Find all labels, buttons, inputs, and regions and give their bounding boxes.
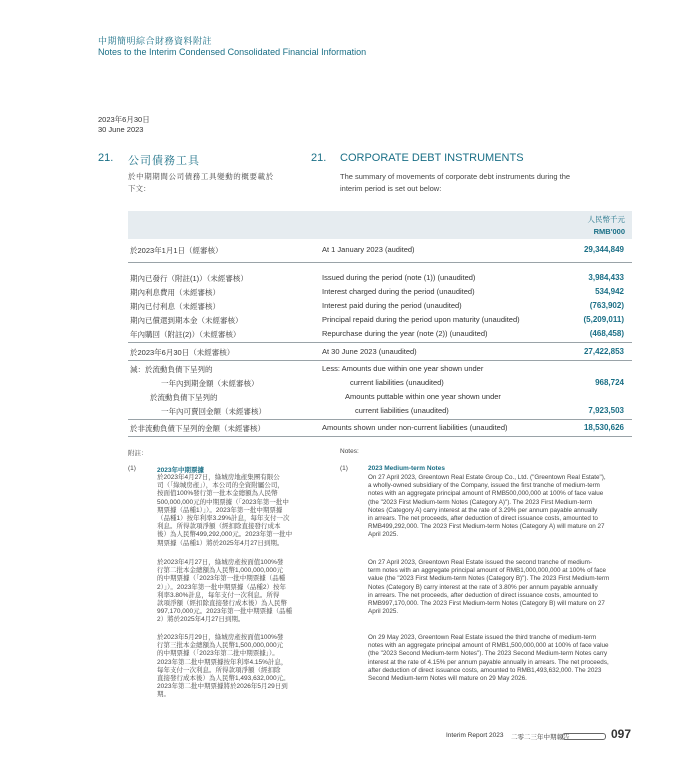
divider (128, 342, 632, 343)
text-line: 行第三批本金總額為人民幣1,500,000,000元 (157, 642, 284, 650)
row-value-10: 7,923,503 (588, 406, 624, 415)
note-number-en: (1) (340, 465, 348, 472)
row-value-8: 968,724 (595, 378, 624, 387)
text-line: On 27 April 2023, Greentown Real Estate issued the second tranche of medium- (368, 559, 593, 566)
row-en-0: At 1 January 2023 (audited) (322, 245, 415, 254)
row-zh-8: 一年內到期金額（未經審核） (161, 379, 259, 388)
header-title-en: Notes to the Interim Condensed Consolidated Financial Information (98, 47, 367, 57)
text-line: April 2025. (368, 608, 399, 616)
note-en-paragraph-1 (368, 474, 632, 540)
row-value-2: 534,942 (595, 287, 624, 296)
intro-zh-line1: 於中期期間公司債務工具變動的概要載於 (128, 172, 274, 181)
intro-zh (128, 171, 274, 195)
text-line: 司（「綠城房產」），本公司的全資附屬公司， (157, 482, 284, 490)
row-en-8: current liabilities (unaudited) (350, 378, 444, 387)
row-zh-0: 於2023年1月1日（經審核） (130, 246, 223, 255)
row-value-0: 29,344,849 (583, 245, 624, 254)
note-zh-paragraph-1 (157, 474, 307, 548)
note-en-paragraph-3 (368, 634, 632, 683)
text-line: notes with an aggregate principal amount of RMB500,000,000 at 100% of face value (368, 490, 604, 498)
row-en-10: current liabilities (unaudited) (355, 406, 449, 415)
note-title-en: 2023 Medium-term Notes (368, 465, 445, 472)
intro-en-line2: interim period is set out below: (340, 184, 442, 193)
section-title-zh: 公司債務工具 (128, 155, 200, 167)
text-line: 期票據（品種1）」）。2023年第一批中期票據 (157, 506, 283, 514)
intro-zh-line2: 下文： (128, 184, 151, 193)
text-line: 的中期票據（「2023年第一批中期票據（品種 (157, 575, 286, 583)
text-line: Notes (Category A) carry interest at the rate of 3.29% per annum payable annually (368, 506, 598, 514)
date-en: 30 June 2023 (98, 125, 144, 134)
text-line: 期。 (157, 691, 170, 699)
text-line: 的中期票據（「2023年第二批中期票據」）。 (157, 650, 279, 658)
row-en-1: Issued during the period (note (1)) (unaudited) (322, 273, 476, 282)
text-line: 款項淨額（經扣除直接發行成本後）為人民幣 (157, 600, 287, 608)
divider (128, 262, 632, 263)
note-zh-paragraph-3 (157, 634, 307, 700)
row-en-7: Less: Amounts due within one year shown under (322, 364, 484, 373)
row-en-4: Principal repaid during the period upon maturity (unaudited) (322, 315, 520, 324)
text-line: 2023年第二批中期票據將於2026年5月29日到 (157, 683, 288, 691)
unit-label (588, 214, 626, 238)
text-line: 2）」）。2023年第一批中期票據（品種2）按年 (157, 583, 286, 591)
text-line: 行第二批本金總額為人民幣1,000,000,000元 (157, 567, 284, 575)
row-en-9: Amounts puttable within one year shown under (345, 392, 501, 401)
row-en-2: Interest charged during the period (unaudited) (322, 287, 475, 296)
table-header-band (128, 211, 632, 239)
unit-zh: 人民幣千元 (587, 215, 625, 224)
date-zh: 2023年6月30日 (98, 115, 150, 124)
text-line: in arrears. The net proceeds, after deduction of direct issuance costs, amounted to (368, 591, 598, 599)
row-zh-9: 於流動負債下呈列的 (150, 393, 218, 402)
row-zh-5: 年內購回（附註(2)）（未經審核） (130, 330, 241, 339)
row-zh-7: 減：於流動負債下呈列的 (130, 365, 213, 374)
page-number: 097 (611, 727, 632, 741)
section-title-en: CORPORATE DEBT INSTRUMENTS (340, 152, 524, 164)
text-line: Notes (Category B) carry interest at the rate of 3.80% per annum payable annually (368, 583, 598, 591)
section-number-zh: 21. (98, 152, 114, 164)
row-zh-2: 期內利息費用（未經審核） (130, 288, 220, 297)
row-zh-10: 一年內可賣回金額（未經審核） (161, 407, 266, 416)
row-value-11: 18,530,626 (583, 423, 624, 432)
text-line: 500,000,000元的中期票據（「2023年第一批中 (157, 498, 289, 506)
intro-en (340, 171, 570, 195)
header-title-zh: 中期簡明綜合財務資料附註 (98, 36, 213, 46)
text-line: RMB997,170,000. The 2023 First Medium-term Notes (Category B) will mature on 27 (368, 600, 605, 608)
text-line: a wholly-owned subsidiary of the Company, issued the first tranche of medium-term (368, 482, 600, 490)
divider (128, 436, 632, 437)
text-line: 每年支付一次利息。所得款項淨額（經扣除 (157, 666, 281, 674)
text-line: after deduction of direct issuance costs, amounted to RMB1,493,632,000. The 2023 (368, 666, 602, 674)
text-line: notes with an aggregate principal amount of RMB1,500,000,000 at 100% of face value (368, 642, 609, 650)
row-value-3: (763,902) (589, 301, 624, 310)
text-line: term notes with an aggregate principal amount of RMB1,000,000,000 at 100% of face (368, 567, 607, 575)
text-line: RMB499,292,000. The 2023 First Medium-term Notes (Category A) will mature on 27 (368, 523, 605, 531)
text-line: interest at the rate of 4.15% per annum payable annually in arrears. The net proceeds, (368, 658, 609, 666)
text-line: 後）為人民幣499,292,000元。2023年第一批中 (157, 531, 293, 539)
row-en-5: Repurchase during the year (note (2)) (unaudited) (322, 329, 488, 338)
row-en-6: At 30 June 2023 (unaudited) (322, 347, 417, 356)
text-line: 2023年第二批中期票據按年利率4.15%計息， (157, 658, 288, 666)
text-line: April 2025. (368, 531, 399, 539)
row-zh-1: 期內已發行（附註(1)）（未經審核） (130, 274, 248, 283)
divider (128, 360, 632, 361)
text-line: 於2023年4月27日，綠城房產按面值100%發 (157, 559, 284, 566)
text-line: On 27 April 2023, Greentown Real Estate Group Co., Ltd. ("Greentown Real Estate"), (368, 474, 606, 481)
notes-label-zh: 附註： (128, 450, 148, 457)
note-number-zh: (1) (128, 465, 136, 472)
text-line: 利率3.80%計息，每年支付一次利息。所得 (157, 591, 280, 599)
divider (128, 419, 632, 420)
note-en-paragraph-2 (368, 559, 632, 616)
text-line: On 29 May 2023, Greentown Real Estate issued the third tranche of medium-term (368, 634, 597, 641)
text-line: (the "2023 Second Medium-term Notes"). The 2023 Second Medium-term Notes carry (368, 650, 608, 658)
row-zh-6: 於2023年6月30日（未經審核） (130, 348, 235, 357)
text-line: 2）將於2025年4月27日到期。 (157, 616, 245, 624)
text-line: 期票據（品種1）將於2025年4月27日到期。 (157, 539, 284, 547)
row-en-3: Interest paid during the period (unaudited) (322, 301, 462, 310)
row-en-11: Amounts shown under non-current liabilities (unaudited) (322, 423, 508, 432)
section-number-en: 21. (311, 152, 327, 164)
row-value-1: 3,984,433 (588, 273, 624, 282)
row-zh-3: 期內已付利息（未經審核） (130, 302, 220, 311)
page-bar-decoration (562, 733, 606, 740)
text-line: (the "2023 First Medium-term Notes (Category A)"). The 2023 First Medium-term (368, 498, 593, 506)
text-line: 利息。所得款項淨額（經扣除直接發行成本 (157, 523, 281, 531)
text-line: 於2023年5月29日，綠城房產按面值100%發 (157, 634, 284, 641)
row-value-5: (468,458) (589, 329, 624, 338)
row-zh-11: 於非流動負債下呈列的金額（未經審核） (130, 424, 265, 433)
unit-en: RMB'000 (593, 227, 625, 236)
text-line: （品種1）按年利率3.29%計息，每年支付一次 (157, 515, 290, 523)
footer-report-zh: 二零二三年中期報告 (511, 734, 570, 741)
row-value-4: (5,209,011) (583, 315, 624, 324)
row-value-6: 27,422,853 (583, 347, 624, 356)
notes-label-en: Notes: (340, 448, 359, 455)
text-line: Second Medium-term Notes will mature on 29 May 2026. (368, 675, 527, 683)
footer-report-en: Interim Report 2023 (446, 732, 504, 739)
text-line: value (the "2023 First Medium-term Notes (Category B)"). The 2023 First Medium-term (368, 575, 610, 583)
note-title-zh: 2023年中期票據 (157, 467, 204, 474)
text-line: 997,170,000元。2023年第一批中期票據（品種 (157, 608, 293, 616)
text-line: 直接發行成本後）為人民幣1,493,632,000元。 (157, 675, 290, 683)
text-line: 按面值100%發行第一批本金總額為人民幣 (157, 490, 278, 498)
intro-en-line1: The summary of movements of corporate debt instruments during the (340, 172, 571, 181)
text-line: in arrears. The net proceeds, after deduction of direct issuance costs, amounted to (368, 515, 598, 523)
note-zh-paragraph-2 (157, 559, 307, 625)
text-line: 於2023年4月27日，綠城房地產集團有限公 (157, 474, 280, 481)
row-zh-4: 期內已償還到期本金（未經審核） (130, 316, 243, 325)
